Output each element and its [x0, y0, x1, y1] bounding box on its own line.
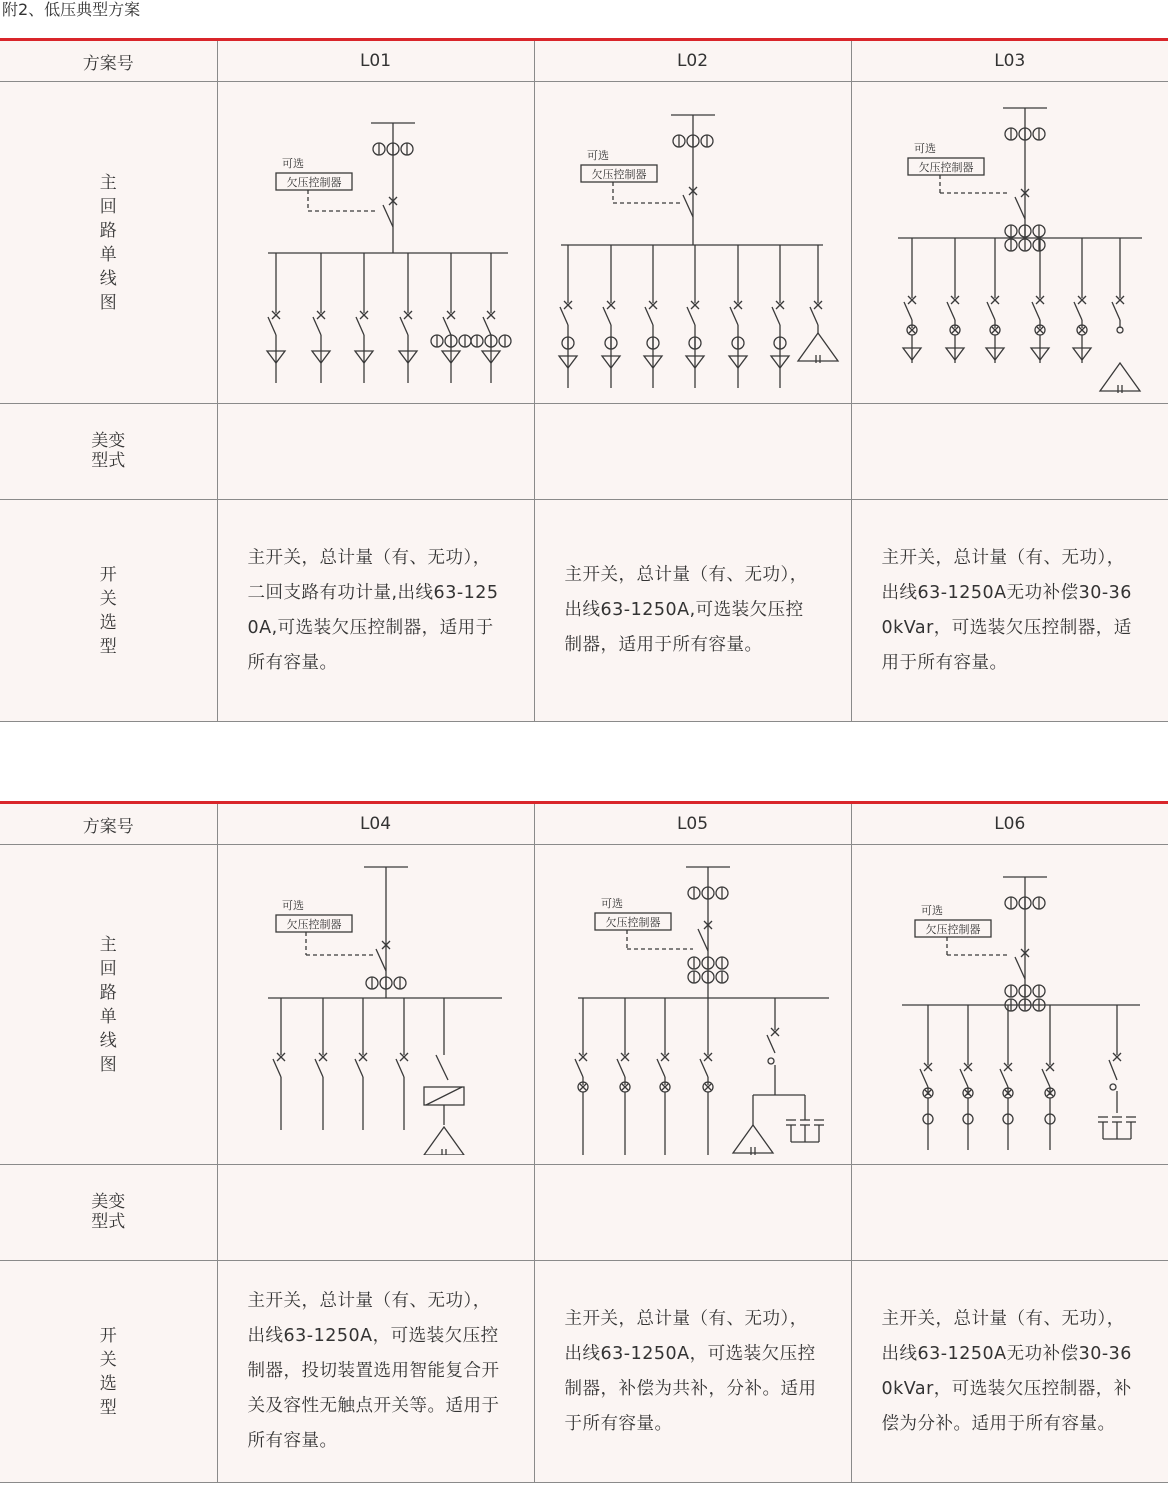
header-row	[0, 803, 1168, 845]
switch-blade	[645, 307, 653, 325]
fuse-icon	[1110, 1084, 1116, 1090]
switch-selection-label: 开关选型	[99, 564, 117, 657]
single-line-diagram-l06	[860, 855, 1160, 1155]
switch-blade	[700, 1059, 708, 1077]
main-switch-blade	[376, 949, 386, 971]
main-switch-blade	[698, 929, 708, 951]
scheme-table-2	[0, 801, 1168, 1483]
box-type-row	[0, 1165, 1168, 1261]
switch-blade	[313, 317, 321, 335]
capacitor-bank-icon	[1100, 363, 1140, 391]
scheme-description: 主开关，总计量（有、无功），出线63-1250A,可选装欠压控制器，适用于所有容量。	[564, 565, 808, 655]
switch-blade	[1109, 1060, 1117, 1080]
scheme-table-1	[0, 38, 1168, 722]
main-circuit-label: 主回路单线图	[99, 934, 117, 1075]
undervoltage-controller-text: 欠压控制器	[286, 175, 341, 189]
switch-blade	[904, 302, 912, 320]
scheme-code: L04	[217, 803, 534, 845]
switch-blade	[400, 317, 408, 335]
diagram-cell-l02	[534, 82, 851, 404]
switch-blade	[1032, 302, 1040, 320]
diagram-cell-l05	[534, 845, 851, 1165]
switch-blade	[603, 307, 611, 325]
diagram-row	[0, 845, 1168, 1165]
undervoltage-controller-text: 欠压控制器	[918, 160, 974, 174]
optional-text: 可选	[913, 141, 936, 155]
undervoltage-controller-text: 欠压控制器	[591, 167, 646, 181]
capacitor-bank-icon	[424, 1127, 464, 1155]
box-type-cell	[851, 1165, 1168, 1261]
optional-text: 可选	[920, 903, 943, 917]
scheme-code: L06	[851, 803, 1168, 845]
single-line-diagram-l01	[226, 93, 526, 393]
single-line-diagram-l05	[543, 855, 843, 1155]
switch-blade	[1042, 1069, 1050, 1087]
switch-blade	[772, 307, 780, 325]
switch-blade	[810, 307, 818, 325]
scheme-no-label: 方案号	[0, 40, 217, 82]
box-type-cell	[217, 1165, 534, 1261]
box-type-row	[0, 404, 1168, 500]
fuse-icon	[768, 1058, 774, 1064]
switch-blade	[268, 317, 276, 335]
switch-blade	[730, 307, 738, 325]
switch-blade	[617, 1059, 625, 1077]
optional-text: 可选	[600, 896, 623, 910]
optional-text: 可选	[281, 156, 304, 170]
scheme-description: 主开关，总计量（有、无功），出线63-1250A无功补偿30-360kVar，可选装欠压控制器，适用于所有容量。	[881, 547, 1132, 673]
switch-blade	[1074, 302, 1082, 320]
undervoltage-controller-text: 欠压控制器	[925, 922, 981, 936]
box-type-cell	[534, 1165, 851, 1261]
switch-blade	[920, 1069, 928, 1087]
optional-text: 可选	[586, 148, 609, 162]
page-title: 附2、低压典型方案	[2, 0, 141, 19]
scheme-description: 主开关，总计量（有、无功），出线63-1250A，可选装欠压控制器，补偿为共补，分补。适用于所有容量。	[564, 1308, 817, 1434]
composite-switch-diagonal	[426, 1087, 462, 1105]
box-type-cell	[851, 404, 1168, 500]
single-line-diagram-l03	[860, 93, 1160, 393]
scheme-code: L05	[534, 803, 851, 845]
scheme-no-label: 方案号	[0, 803, 217, 845]
capacitor-bank-icon	[798, 333, 838, 361]
scheme-code: L01	[217, 40, 534, 82]
switch-blade	[436, 1055, 448, 1080]
single-line-diagram-l02	[543, 93, 843, 393]
single-line-diagram-l04	[226, 855, 526, 1155]
switch-blade	[1000, 1069, 1008, 1087]
switch-blade	[396, 1059, 404, 1077]
switch-blade	[315, 1059, 323, 1077]
main-switch-blade	[383, 205, 393, 227]
capacitor-bank-icon	[733, 1125, 773, 1153]
scheme-description: 主开关，总计量（有、无功），出线63-1250A，可选装欠压控制器，投切装置选用智能复合开关及容性无触点开关等。适用于所有容量。	[247, 1291, 500, 1451]
main-switch-blade	[1015, 957, 1025, 979]
scheme-description: 主开关，总计量（有、无功），二回支路有功计量,出线63-1250A,可选装欠压控制器，适用于所有容量。	[247, 547, 499, 673]
header-row	[0, 40, 1168, 82]
diagram-cell-l03	[851, 82, 1168, 404]
switch-blade	[1112, 302, 1120, 320]
diagram-cell-l01	[217, 82, 534, 404]
switch-blade	[273, 1059, 281, 1077]
switch-blade	[356, 317, 364, 335]
diagram-row	[0, 82, 1168, 404]
box-type-label: 美变型式	[91, 1192, 126, 1232]
switch-blade	[657, 1059, 665, 1077]
scheme-code: L03	[851, 40, 1168, 82]
switch-row	[0, 500, 1168, 722]
switch-blade	[560, 307, 568, 325]
switch-blade	[947, 302, 955, 320]
switch-blade	[483, 317, 491, 335]
box-type-cell	[534, 404, 851, 500]
switch-blade	[575, 1059, 583, 1077]
switch-blade	[687, 307, 695, 325]
optional-text: 可选	[281, 898, 304, 912]
diagram-cell-l04	[217, 845, 534, 1165]
switch-blade	[987, 302, 995, 320]
main-circuit-label: 主回路单线图	[99, 172, 117, 313]
scheme-code: L02	[534, 40, 851, 82]
undervoltage-controller-text: 欠压控制器	[286, 917, 341, 931]
switch-blade	[767, 1035, 775, 1053]
main-switch-blade	[1015, 197, 1025, 219]
switch-selection-label: 开关选型	[99, 1325, 117, 1418]
scheme-description: 主开关，总计量（有、无功），出线63-1250A无功补偿30-360kVar，可选装欠压控制器，补偿为分补。适用于所有容量。	[881, 1308, 1132, 1434]
switch-row	[0, 1261, 1168, 1483]
switch-blade	[443, 317, 451, 335]
box-type-label: 美变型式	[91, 431, 126, 471]
box-type-cell	[217, 404, 534, 500]
switch-blade	[960, 1069, 968, 1087]
switch-blade	[355, 1059, 363, 1077]
undervoltage-controller-text: 欠压控制器	[605, 915, 660, 929]
main-switch-blade	[683, 195, 693, 217]
diagram-cell-l06	[851, 845, 1168, 1165]
